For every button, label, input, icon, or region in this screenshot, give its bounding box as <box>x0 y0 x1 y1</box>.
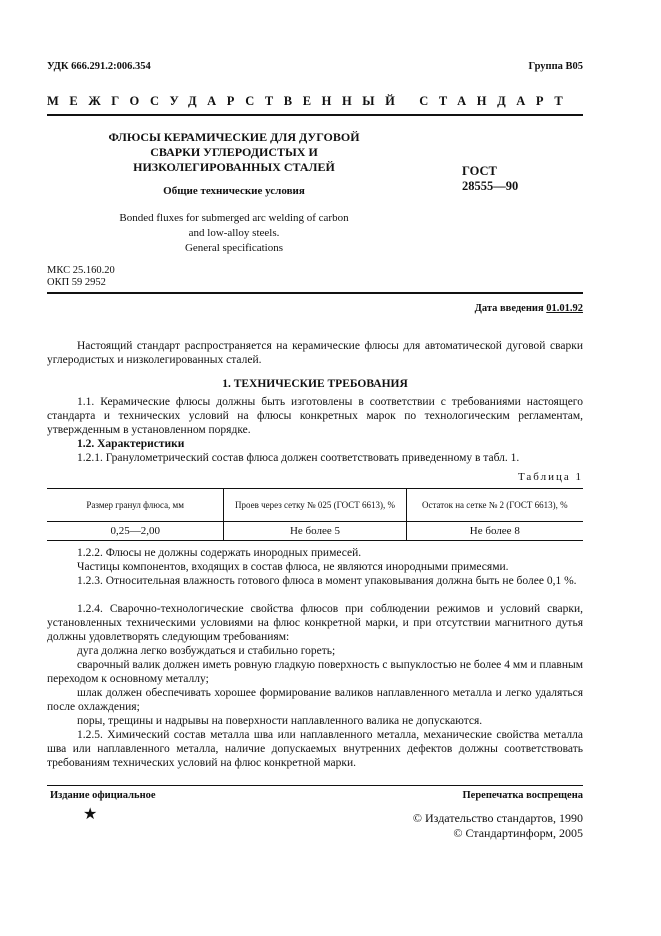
introduction-date <box>475 303 583 314</box>
paragraph-1-2-2-note: Частицы компонентов, входящих в состав флюса, не являются инородными примесями. <box>77 561 509 573</box>
requirement-arc: дуга должна легко возбуждаться и стабильно гореть; <box>77 645 336 657</box>
paragraph-1-2-4: 1.2.4. Сварочно-технологические свойства флюсов при соблюдении режимов и условий сварки, установленных техническими условиями на флюс конкретной марки, и при отсутствии магнитного дутья должны удовлетворять следующим требованиям: <box>47 603 583 643</box>
requirement-defects: поры, трещины и надрывы на поверхности наплавленного валика не допускаются. <box>77 715 483 727</box>
middle-divider <box>47 292 583 294</box>
paragraph-1-2-5: 1.2.5. Химический состав металла шва или наплавленного металла, механические свойства металла шва или наплавленного металла, наличие допускаемых внутренних дефектов должны соответствовать требованиям технических условий на флюс конкретной марки. <box>47 729 583 769</box>
official-edition-label: Издание официальное <box>50 790 156 801</box>
copyright-line-1: © Издательство стандартов, 1990 <box>412 811 583 825</box>
table-cell: Не более 8 <box>406 522 583 541</box>
section-1-title: 1. ТЕХНИЧЕСКИЕ ТРЕБОВАНИЯ <box>222 378 408 390</box>
paragraph-1-2-2: 1.2.2. Флюсы не должны содержать инородных примесей. <box>77 547 362 559</box>
top-divider <box>47 114 583 116</box>
table-header: Остаток на сетке № 2 (ГОСТ 6613), % <box>406 489 583 522</box>
english-title-line-2: and low-alloy steels. <box>188 227 280 239</box>
group-code: Группа В05 <box>528 61 583 72</box>
title-line-2: СВАРКИ УГЛЕРОДИСТЫХ И <box>150 145 318 159</box>
copyright-block <box>413 811 583 841</box>
table-caption: Таблица 1 <box>517 471 583 483</box>
table-cell: Не более 5 <box>224 522 406 541</box>
table-cell: 0,25—2,00 <box>47 522 224 541</box>
requirement-bead: сварочный валик должен иметь ровную гладкую поверхность с выпуклостью не более 4 мм и плавным переходом к основному металлу; <box>47 659 583 685</box>
english-title <box>77 211 391 256</box>
requirement-slag: шлак должен обеспечивать хорошее формирование валиков наплавленного металла и легко удаляться после охлаждения; <box>47 687 583 713</box>
english-title-line-3: General specifications <box>184 242 284 254</box>
gost-designation <box>462 164 542 194</box>
paragraph-1-1: 1.1. Керамические флюсы должны быть изготовлены в соответствии с требованиями настоящего стандарта и технических условий на флюсы конкретных марок по технологическим регламентам, утвержденным в установленном порядке. <box>47 396 583 436</box>
title-line-1: ФЛЮСЫ КЕРАМИЧЕСКИЕ ДЛЯ ДУГОВОЙ <box>108 130 360 144</box>
star-icon: ★ <box>83 806 98 823</box>
introduction-date-value: 01.01.92 <box>546 303 583 314</box>
copyright-line-2: © Стандартинформ, 2005 <box>453 826 583 840</box>
subtitle: Общие технические условия <box>163 185 305 197</box>
granulometric-table <box>47 488 583 541</box>
reprint-prohibited-label: Перепечатка воспрещена <box>462 790 583 801</box>
table-header: Размер гранул флюса, мм <box>47 489 224 522</box>
paragraph-1-2-1: 1.2.1. Гранулометрический состав флюса должен соответствовать приведенному в табл. 1. <box>77 452 520 464</box>
title-line-3: НИЗКОЛЕГИРОВАННЫХ СТАЛЕЙ <box>133 160 335 174</box>
table-row <box>47 522 583 541</box>
paragraph-1-2-3: 1.2.3. Относительная влажность готового флюса в момент упаковывания должна быть не более 0,1 %. <box>77 575 577 587</box>
english-title-line-1: Bonded fluxes for submerged arc welding of carbon <box>119 212 349 224</box>
mks-code: МКС 25.160.20 <box>47 265 115 276</box>
intro-paragraph: Настоящий стандарт распространяется на керамические флюсы для автоматической дуговой сварки углеродистых и низколегированных сталей. <box>47 340 583 366</box>
gost-label: ГОСТ <box>462 164 497 178</box>
standard-banner: МЕЖГОСУДАРСТВЕННЫЙ СТАНДАРТ <box>47 94 574 108</box>
introduction-date-label: Дата введения <box>474 303 544 314</box>
paragraph-1-2: 1.2. Характеристики <box>77 438 185 450</box>
classification-codes <box>47 265 115 289</box>
title-block <box>77 130 391 256</box>
gost-number: 28555—90 <box>462 179 519 193</box>
udk-code: УДК 666.291.2:006.354 <box>47 61 151 72</box>
table-header: Проев через сетку № 025 (ГОСТ 6613), % <box>224 489 406 522</box>
okp-code: ОКП 59 2952 <box>47 277 106 288</box>
footer-divider <box>47 785 583 786</box>
